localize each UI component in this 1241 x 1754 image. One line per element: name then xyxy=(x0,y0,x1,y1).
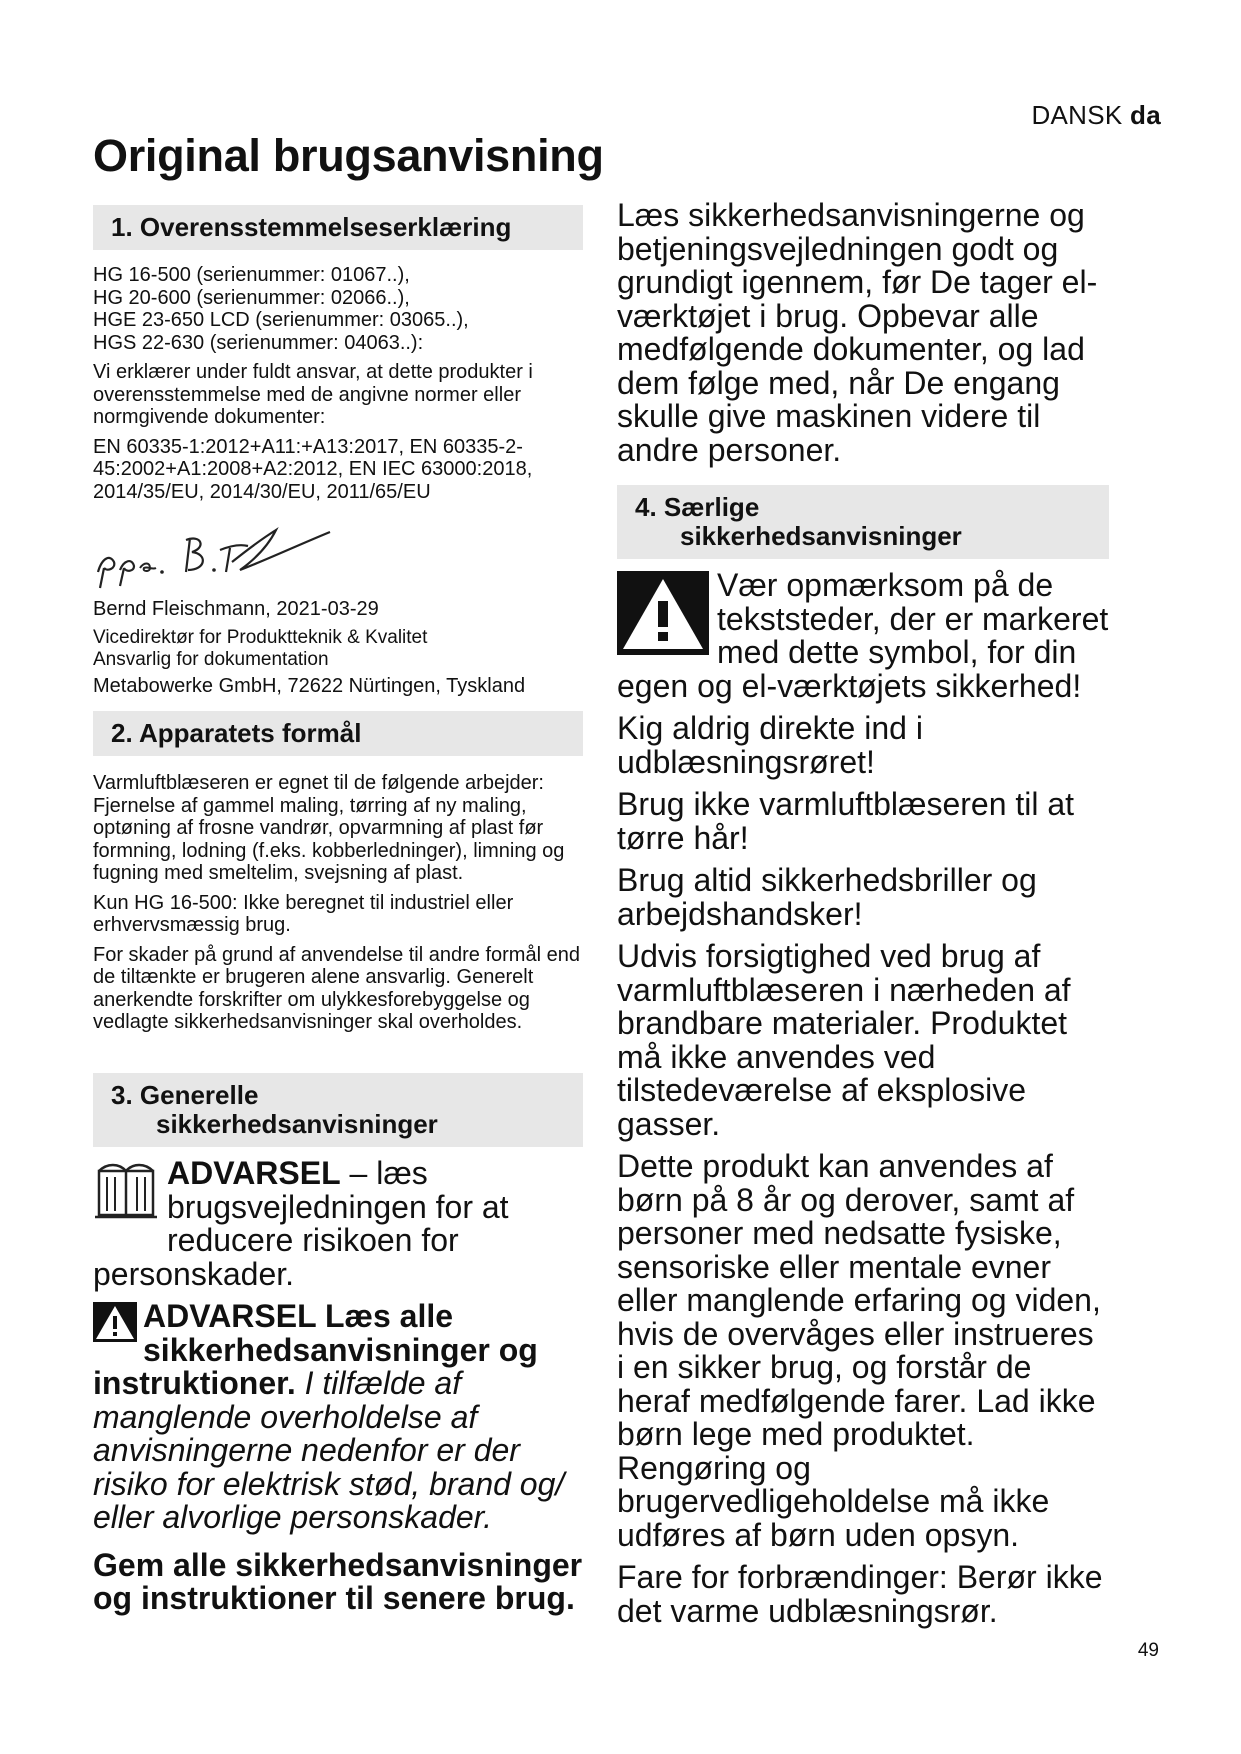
purpose-text: Varmluftblæseren er egnet til de følgende arbejder: Fjernelse af gammel maling, tørring af ny maling, optøning af frosne vandrør, opvarmning af plast før formning, lodning (f.eks. kobberledninger), limning og fugning med smeltelim, svejsning af plast. xyxy=(93,772,565,884)
warning-triangle-icon xyxy=(93,1302,137,1342)
section-4 xyxy=(617,485,1109,1637)
safety-paragraph: Kig aldrig direkte ind i udblæsningsrøret! xyxy=(617,710,923,780)
model-line: HGS 22-630 (serienummer: 04063..): xyxy=(93,331,424,354)
warning-manual-text: – læs brugsvejledningen for at reducere risikoen for personskader. xyxy=(93,1155,509,1292)
safety-paragraph: Udvis forsigtighed ved brug af varmluftblæseren i nærheden af brandbare materialer. Produktet må ikke anvendes ved tilstedeværelse af eksplosive gasser. xyxy=(617,938,1071,1142)
warning-safety-bold: ADVARSEL Læs alle sikkerhedsanvisninger og instruktioner. xyxy=(93,1298,538,1401)
section-3-title: sikkerhedsanvisninger xyxy=(156,1109,438,1139)
warning-triangle-icon xyxy=(617,571,709,655)
section-3-number: 3. Generelle xyxy=(111,1080,259,1110)
model-list xyxy=(93,264,583,354)
standards-text: EN 60335-1:2012+A11:+A13:2017, EN 60335-2-45:2002+A1:2008+A2:2012, EN IEC 63000:2018, 2014/35/EU, 2014/30/EU, 2011/65/EU xyxy=(93,435,533,503)
warning-safety xyxy=(93,1300,583,1535)
section-4-number: 4. Særlige xyxy=(635,492,760,522)
keep-instructions: Gem alle sikkerhedsanvisninger og instruktioner til senere brug. xyxy=(93,1546,583,1616)
liability-text: For skader på grund af anvendelse til andre formål end de tiltænkte er brugeren alene ansvarlig. Generelt anerkendte forskrifter om ulykkesforebyggelse og vedlagte sikkerhedsanvisninger skal overholdes. xyxy=(93,943,580,1033)
model-line: HG 20-600 (serienummer: 02066..), xyxy=(93,286,410,309)
signatory-title: Vicedirektør for Produktteknik & Kvalitet xyxy=(93,626,428,648)
company-address: Metabowerke GmbH, 72622 Nürtingen, Tyskland xyxy=(93,674,526,697)
safety-paragraph: Brug altid sikkerhedsbriller og arbejdshandsker! xyxy=(617,862,1037,932)
symbol-note-text: Vær opmærksom på de tekststeder, der er markeret med dette symbol, for din egen og el-værktøjets sikkerhed! xyxy=(617,567,1109,704)
language-label xyxy=(1031,100,1161,131)
section-4-heading xyxy=(617,485,1109,559)
model-line: HGE 23-650 LCD (serienummer: 03065..), xyxy=(93,309,469,331)
intro-text: Læs sikkerhedsanvisningerne og betjeningsvejledningen godt og grundigt igennem, før De tager el-værktøjet i brug. Opbevar alle medfølgende dokumenter, og lad dem følge med, når De engang skulle give maskinen videre til andre personer. xyxy=(617,197,1098,468)
section-3-heading xyxy=(93,1073,583,1147)
signature-block xyxy=(93,598,583,704)
book-icon xyxy=(93,1159,159,1221)
section-2-heading: 2. Apparatets formål xyxy=(93,711,583,756)
language-name: DANSK xyxy=(1031,100,1123,130)
section-1-heading: 1. Overensstemmelseserklæring xyxy=(93,205,583,250)
safety-paragraph: Brug ikke varmluftblæseren til at tørre hår! xyxy=(617,786,1075,856)
warning-safety-italic: I tilfælde af manglende overholdelse af anvisningerne nedenfor er der risiko for elektrisk stød, brand og/ eller alvorlige personskader. xyxy=(93,1365,565,1535)
safety-paragraph: Fare for forbrændinger: Berør ikke det varme udblæsningsrør. xyxy=(617,1559,1103,1629)
signatory-role: Ansvarlig for dokumentation xyxy=(93,648,329,670)
declaration-text: Vi erklærer under fuldt ansvar, at dette produkter i overensstemmelse med de angivne normer eller normgivende dokumenter: xyxy=(93,361,533,428)
handwritten-signature xyxy=(90,510,350,590)
section-3 xyxy=(93,1073,583,1625)
safety-paragraph: Dette produkt kan anvendes af børn på 8 år og derover, samt af personer med nedsatte fysiske, sensoriske eller mentale evner eller manglende erfaring og viden, hvis de overvåges eller instrueres i en sikker brug, og forstår de heraf medfølgende farer. Lad ikke børn lege med produktet. Rengøring og brugervedligeholdelse må ikke udføres af børn uden opsyn. xyxy=(617,1148,1101,1553)
model-line: HG 16-500 (serienummer: 01067..), xyxy=(93,264,410,286)
page-number: 49 xyxy=(1137,1640,1159,1661)
purpose-restriction: Kun HG 16-500: Ikke beregnet til industriel eller erhvervsmæssig brug. xyxy=(93,891,514,936)
signatory-line: Bernd Fleischmann, 2021-03-29 xyxy=(93,598,379,620)
warning-manual xyxy=(93,1157,583,1291)
symbol-note xyxy=(617,569,1109,703)
section-2 xyxy=(93,711,583,1041)
section-4-title: sikkerhedsanvisninger xyxy=(680,521,962,551)
language-code: da xyxy=(1130,100,1161,130)
page-title: Original brugsanvisning xyxy=(93,130,604,181)
section-1 xyxy=(93,205,583,510)
warning-label: ADVARSEL xyxy=(167,1155,341,1191)
